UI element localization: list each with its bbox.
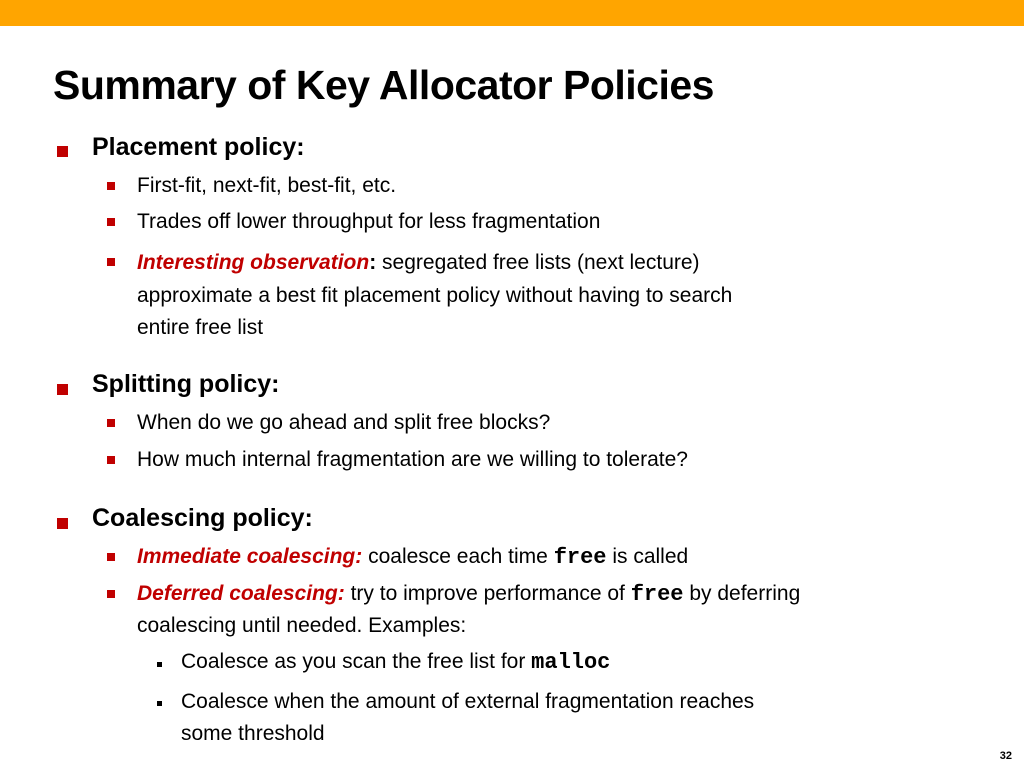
- page-number: 32: [999, 750, 1012, 762]
- bullet-square-icon: [107, 182, 115, 190]
- placement-item-2: Trades off lower throughput for less fragmentation: [137, 210, 601, 233]
- splitting-heading: Splitting policy:: [92, 370, 280, 398]
- bullet-square-icon: [107, 218, 115, 226]
- placement-item-3: [137, 251, 700, 275]
- coalescing-item-2-line-2: coalescing until needed. Examples:: [137, 614, 467, 637]
- coalescing-sub-item-2-line-2: some threshold: [181, 722, 325, 745]
- colon-text: :: [369, 251, 377, 274]
- bullet-square-icon: [57, 146, 68, 157]
- item-text: coalesce each time: [362, 545, 554, 568]
- bullet-square-icon: [107, 553, 115, 561]
- placement-heading: Placement policy:: [92, 133, 305, 161]
- bullet-square-icon: [57, 518, 68, 529]
- splitting-item-2: How much internal fragmentation are we willing to tolerate?: [137, 448, 688, 471]
- item-text: is called: [606, 545, 689, 568]
- coalescing-item-2: [137, 582, 800, 607]
- coalescing-sub-item-2: Coalesce when the amount of external fragmentation reaches: [181, 690, 755, 713]
- coalescing-item-1: [137, 545, 688, 570]
- item-text: segregated free lists (next lecture): [376, 251, 700, 274]
- emphasis-text: Interesting observation: [137, 251, 370, 274]
- bullet-square-icon: [107, 419, 115, 427]
- code-free: free: [630, 582, 684, 607]
- bullet-square-icon: [107, 456, 115, 464]
- splitting-item-1: When do we go ahead and split free blocks?: [137, 411, 551, 434]
- code-free: free: [553, 545, 607, 570]
- item-text: try to improve performance of: [344, 582, 631, 605]
- bullet-square-icon: [107, 258, 115, 266]
- bullet-small-square-icon: [157, 662, 162, 667]
- code-malloc: malloc: [531, 650, 611, 675]
- bullet-square-icon: [57, 384, 68, 395]
- placement-item-3-line-2: approximate a best fit placement policy without having to search: [137, 284, 733, 307]
- bullet-small-square-icon: [157, 701, 162, 706]
- item-text: Coalesce as you scan the free list for: [181, 650, 532, 673]
- top-accent-bar: [0, 0, 1024, 26]
- coalescing-sub-item-1: [181, 650, 610, 675]
- placement-item-3-line-3: entire free list: [137, 316, 264, 339]
- item-text: by deferring: [683, 582, 801, 605]
- emphasis-text: Deferred coalescing:: [137, 582, 345, 605]
- emphasis-text: Immediate coalescing:: [137, 545, 363, 568]
- placement-item-1: First-fit, next-fit, best-fit, etc.: [137, 174, 397, 197]
- bullet-square-icon: [107, 590, 115, 598]
- slide-title: Summary of Key Allocator Policies: [53, 62, 714, 108]
- coalescing-heading: Coalescing policy:: [92, 504, 313, 532]
